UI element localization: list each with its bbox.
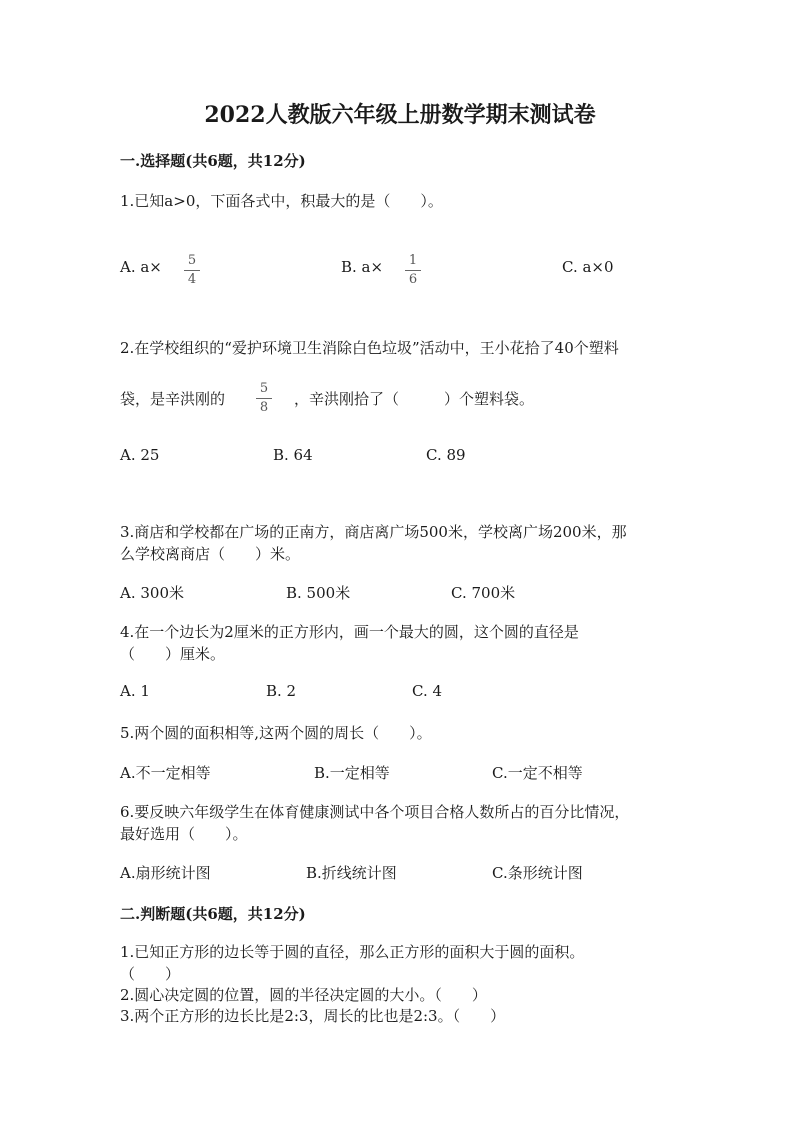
question-6-option-b: B.折线统计图 bbox=[306, 864, 397, 882]
question-2-option-c: C. 89 bbox=[426, 446, 466, 464]
question-4-option-b: B. 2 bbox=[266, 682, 297, 700]
question-6-option-c: C.条形统计图 bbox=[492, 864, 583, 882]
question-5-option-c: C.一定不相等 bbox=[492, 764, 583, 782]
question-1-option-b-fraction bbox=[405, 254, 421, 287]
question-4-line-2: （ ）厘米。 bbox=[120, 645, 226, 663]
question-5-stem: 5.两个圆的面积相等,这两个圆的周长（ ）。 bbox=[120, 724, 432, 742]
question-3-line-1: 3.商店和学校都在广场的正南方，商店离广场500米，学校离广场200米，那 bbox=[120, 523, 627, 541]
question-5-option-a: A.不一定相等 bbox=[120, 764, 211, 782]
question-2-option-a: A. 25 bbox=[120, 446, 160, 464]
judgement-3: 3.两个正方形的边长比是2:3，周长的比也是2:3。（ ） bbox=[120, 1007, 506, 1025]
fraction-denominator: 8 bbox=[259, 400, 269, 415]
fraction-bar bbox=[405, 270, 421, 271]
question-4-option-a: A. 1 bbox=[120, 682, 150, 700]
question-6-line-2: 最好选用（ ）。 bbox=[120, 825, 248, 843]
question-1-option-a-fraction bbox=[184, 254, 200, 287]
page-title: 2022人教版六年级上册数学期末测试卷 bbox=[204, 102, 596, 128]
judgement-2: 2.圆心决定圆的位置，圆的半径决定圆的大小。（ ） bbox=[120, 986, 487, 1004]
question-2-line-2-pre: 袋，是辛洪刚的 bbox=[120, 390, 226, 408]
question-3-option-c: C. 700米 bbox=[451, 584, 516, 602]
section-heading-judgement: 二.判断题(共6题，共12分) bbox=[120, 905, 306, 923]
question-4-option-c: C. 4 bbox=[412, 682, 443, 700]
fraction-numerator: 5 bbox=[259, 381, 269, 396]
fraction-numerator: 5 bbox=[187, 253, 197, 268]
fraction-numerator: 1 bbox=[408, 253, 418, 268]
fraction-denominator: 6 bbox=[408, 272, 418, 287]
question-1-option-c: C. a×0 bbox=[562, 258, 614, 276]
judgement-1-line-2: （ ） bbox=[120, 965, 181, 983]
question-1-option-b: B. a× bbox=[341, 258, 384, 276]
question-2-line-1: 2.在学校组织的“爱护环境卫生消除白色垃圾”活动中，王小花拾了40个塑料 bbox=[120, 339, 619, 357]
fraction-bar bbox=[184, 270, 200, 271]
question-6-line-1: 6.要反映六年级学生在体育健康测试中各个项目合格人数所占的百分比情况， bbox=[120, 803, 630, 821]
question-3-option-a: A. 300米 bbox=[120, 584, 184, 602]
question-5-option-b: B.一定相等 bbox=[314, 764, 390, 782]
question-6-option-a: A.扇形统计图 bbox=[120, 864, 211, 882]
question-2-fraction bbox=[256, 382, 272, 415]
question-3-option-b: B. 500米 bbox=[286, 584, 351, 602]
fraction-denominator: 4 bbox=[187, 272, 197, 287]
question-4-line-1: 4.在一个边长为2厘米的正方形内，画一个最大的圆，这个圆的直径是 bbox=[120, 623, 579, 641]
question-2-line-2-post: ，辛洪刚拾了（ ）个塑料袋。 bbox=[294, 390, 535, 408]
question-1-stem: 1.已知a>0，下面各式中，积最大的是（ ）。 bbox=[120, 192, 443, 210]
fraction-bar bbox=[256, 398, 272, 399]
question-3-line-2: 么学校离商店（ ）米。 bbox=[120, 545, 301, 563]
question-1-option-a: A. a× bbox=[120, 258, 162, 276]
judgement-1-line-1: 1.已知正方形的边长等于圆的直径，那么正方形的面积大于圆的面积。 bbox=[120, 943, 585, 961]
section-heading-choice: 一.选择题(共6题，共12分) bbox=[120, 152, 306, 170]
question-2-option-b: B. 64 bbox=[273, 446, 313, 464]
